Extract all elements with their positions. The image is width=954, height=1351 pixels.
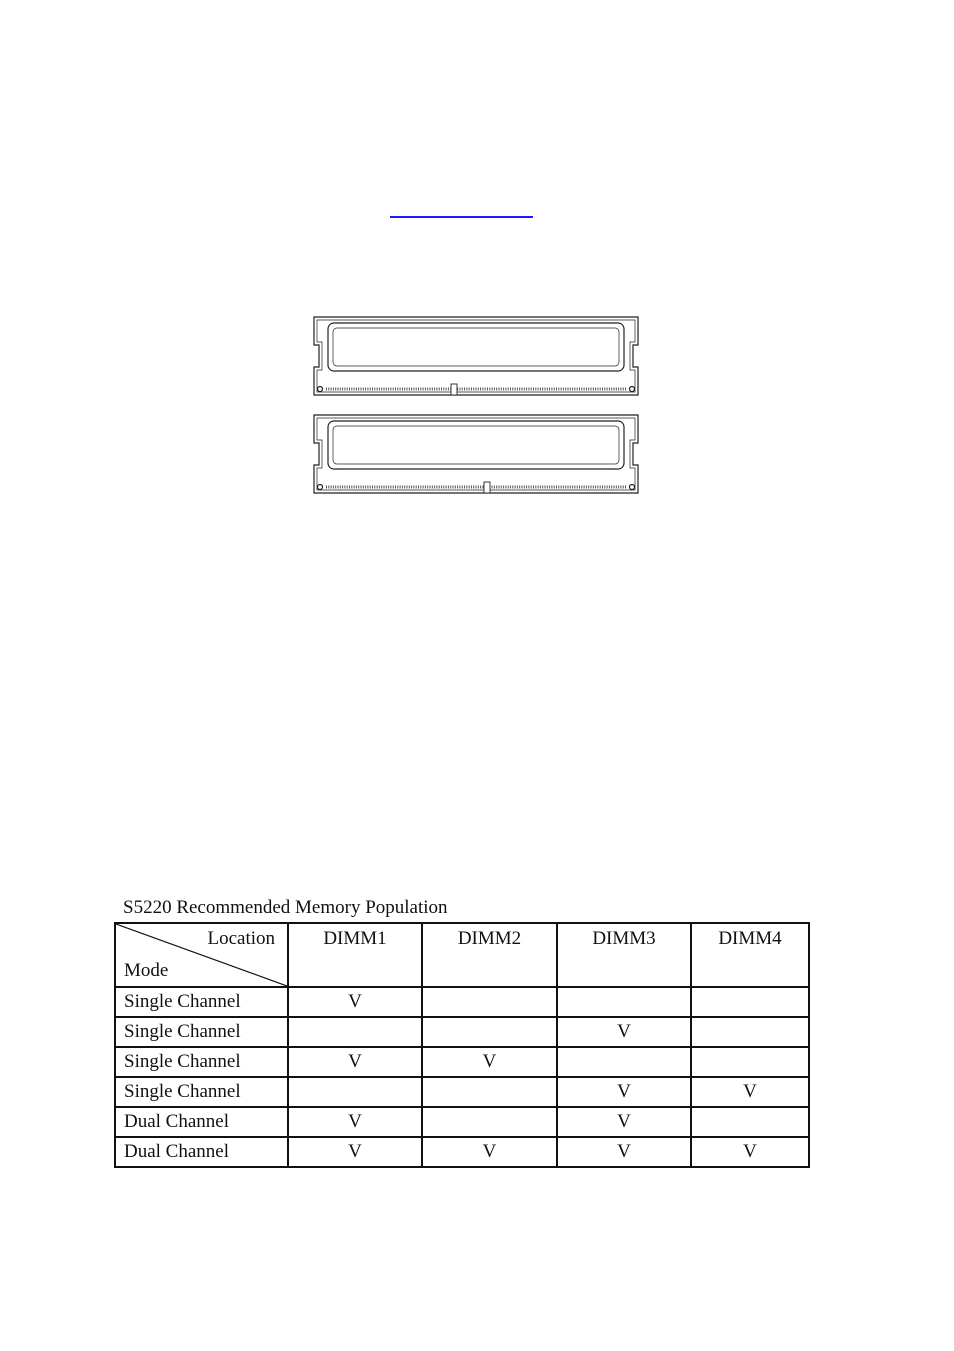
table-row bbox=[115, 1137, 809, 1167]
table-row bbox=[115, 1107, 809, 1137]
table-caption: S5220 Recommended Memory Population bbox=[123, 897, 448, 918]
table-header-row bbox=[115, 923, 809, 987]
dimm-module-top bbox=[314, 317, 638, 395]
table-cell bbox=[422, 1017, 557, 1047]
table-row bbox=[115, 1047, 809, 1077]
table-cell: V bbox=[557, 1107, 691, 1137]
memory-population-table bbox=[114, 922, 810, 1168]
dimm-module-bottom bbox=[314, 415, 638, 493]
table-cell: V bbox=[557, 1077, 691, 1107]
table-cell: V bbox=[691, 1137, 809, 1167]
table-row bbox=[115, 1077, 809, 1107]
row-mode-cell: Single Channel bbox=[115, 1047, 288, 1077]
dimm-modules-illustration bbox=[300, 305, 650, 505]
corner-label-location: Location bbox=[207, 928, 275, 949]
table-corner-cell bbox=[115, 923, 288, 987]
table-cell: V bbox=[288, 1137, 422, 1167]
column-header: DIMM1 bbox=[288, 923, 422, 987]
table-cell bbox=[557, 1047, 691, 1077]
table-cell bbox=[557, 987, 691, 1017]
row-mode-cell: Single Channel bbox=[115, 1077, 288, 1107]
table-cell bbox=[691, 1107, 809, 1137]
table-cell: V bbox=[288, 987, 422, 1017]
table-cell: V bbox=[288, 1047, 422, 1077]
table-cell bbox=[422, 987, 557, 1017]
table-cell bbox=[422, 1107, 557, 1137]
table-cell: V bbox=[288, 1107, 422, 1137]
table-row bbox=[115, 987, 809, 1017]
column-header: DIMM2 bbox=[422, 923, 557, 987]
row-mode-cell: Single Channel bbox=[115, 987, 288, 1017]
column-header: DIMM4 bbox=[691, 923, 809, 987]
table-cell: V bbox=[557, 1017, 691, 1047]
table-cell: V bbox=[691, 1077, 809, 1107]
hyperlink-underline[interactable] bbox=[390, 216, 533, 218]
table-cell bbox=[422, 1077, 557, 1107]
table-cell bbox=[691, 987, 809, 1017]
table-cell: V bbox=[422, 1137, 557, 1167]
row-mode-cell: Single Channel bbox=[115, 1017, 288, 1047]
table-cell: V bbox=[422, 1047, 557, 1077]
table-cell bbox=[288, 1077, 422, 1107]
table-cell bbox=[691, 1017, 809, 1047]
row-mode-cell: Dual Channel bbox=[115, 1137, 288, 1167]
column-header: DIMM3 bbox=[557, 923, 691, 987]
table-cell: V bbox=[557, 1137, 691, 1167]
corner-label-mode: Mode bbox=[124, 960, 169, 981]
table-cell bbox=[691, 1047, 809, 1077]
row-mode-cell: Dual Channel bbox=[115, 1107, 288, 1137]
table-row bbox=[115, 1017, 809, 1047]
table-cell bbox=[288, 1017, 422, 1047]
